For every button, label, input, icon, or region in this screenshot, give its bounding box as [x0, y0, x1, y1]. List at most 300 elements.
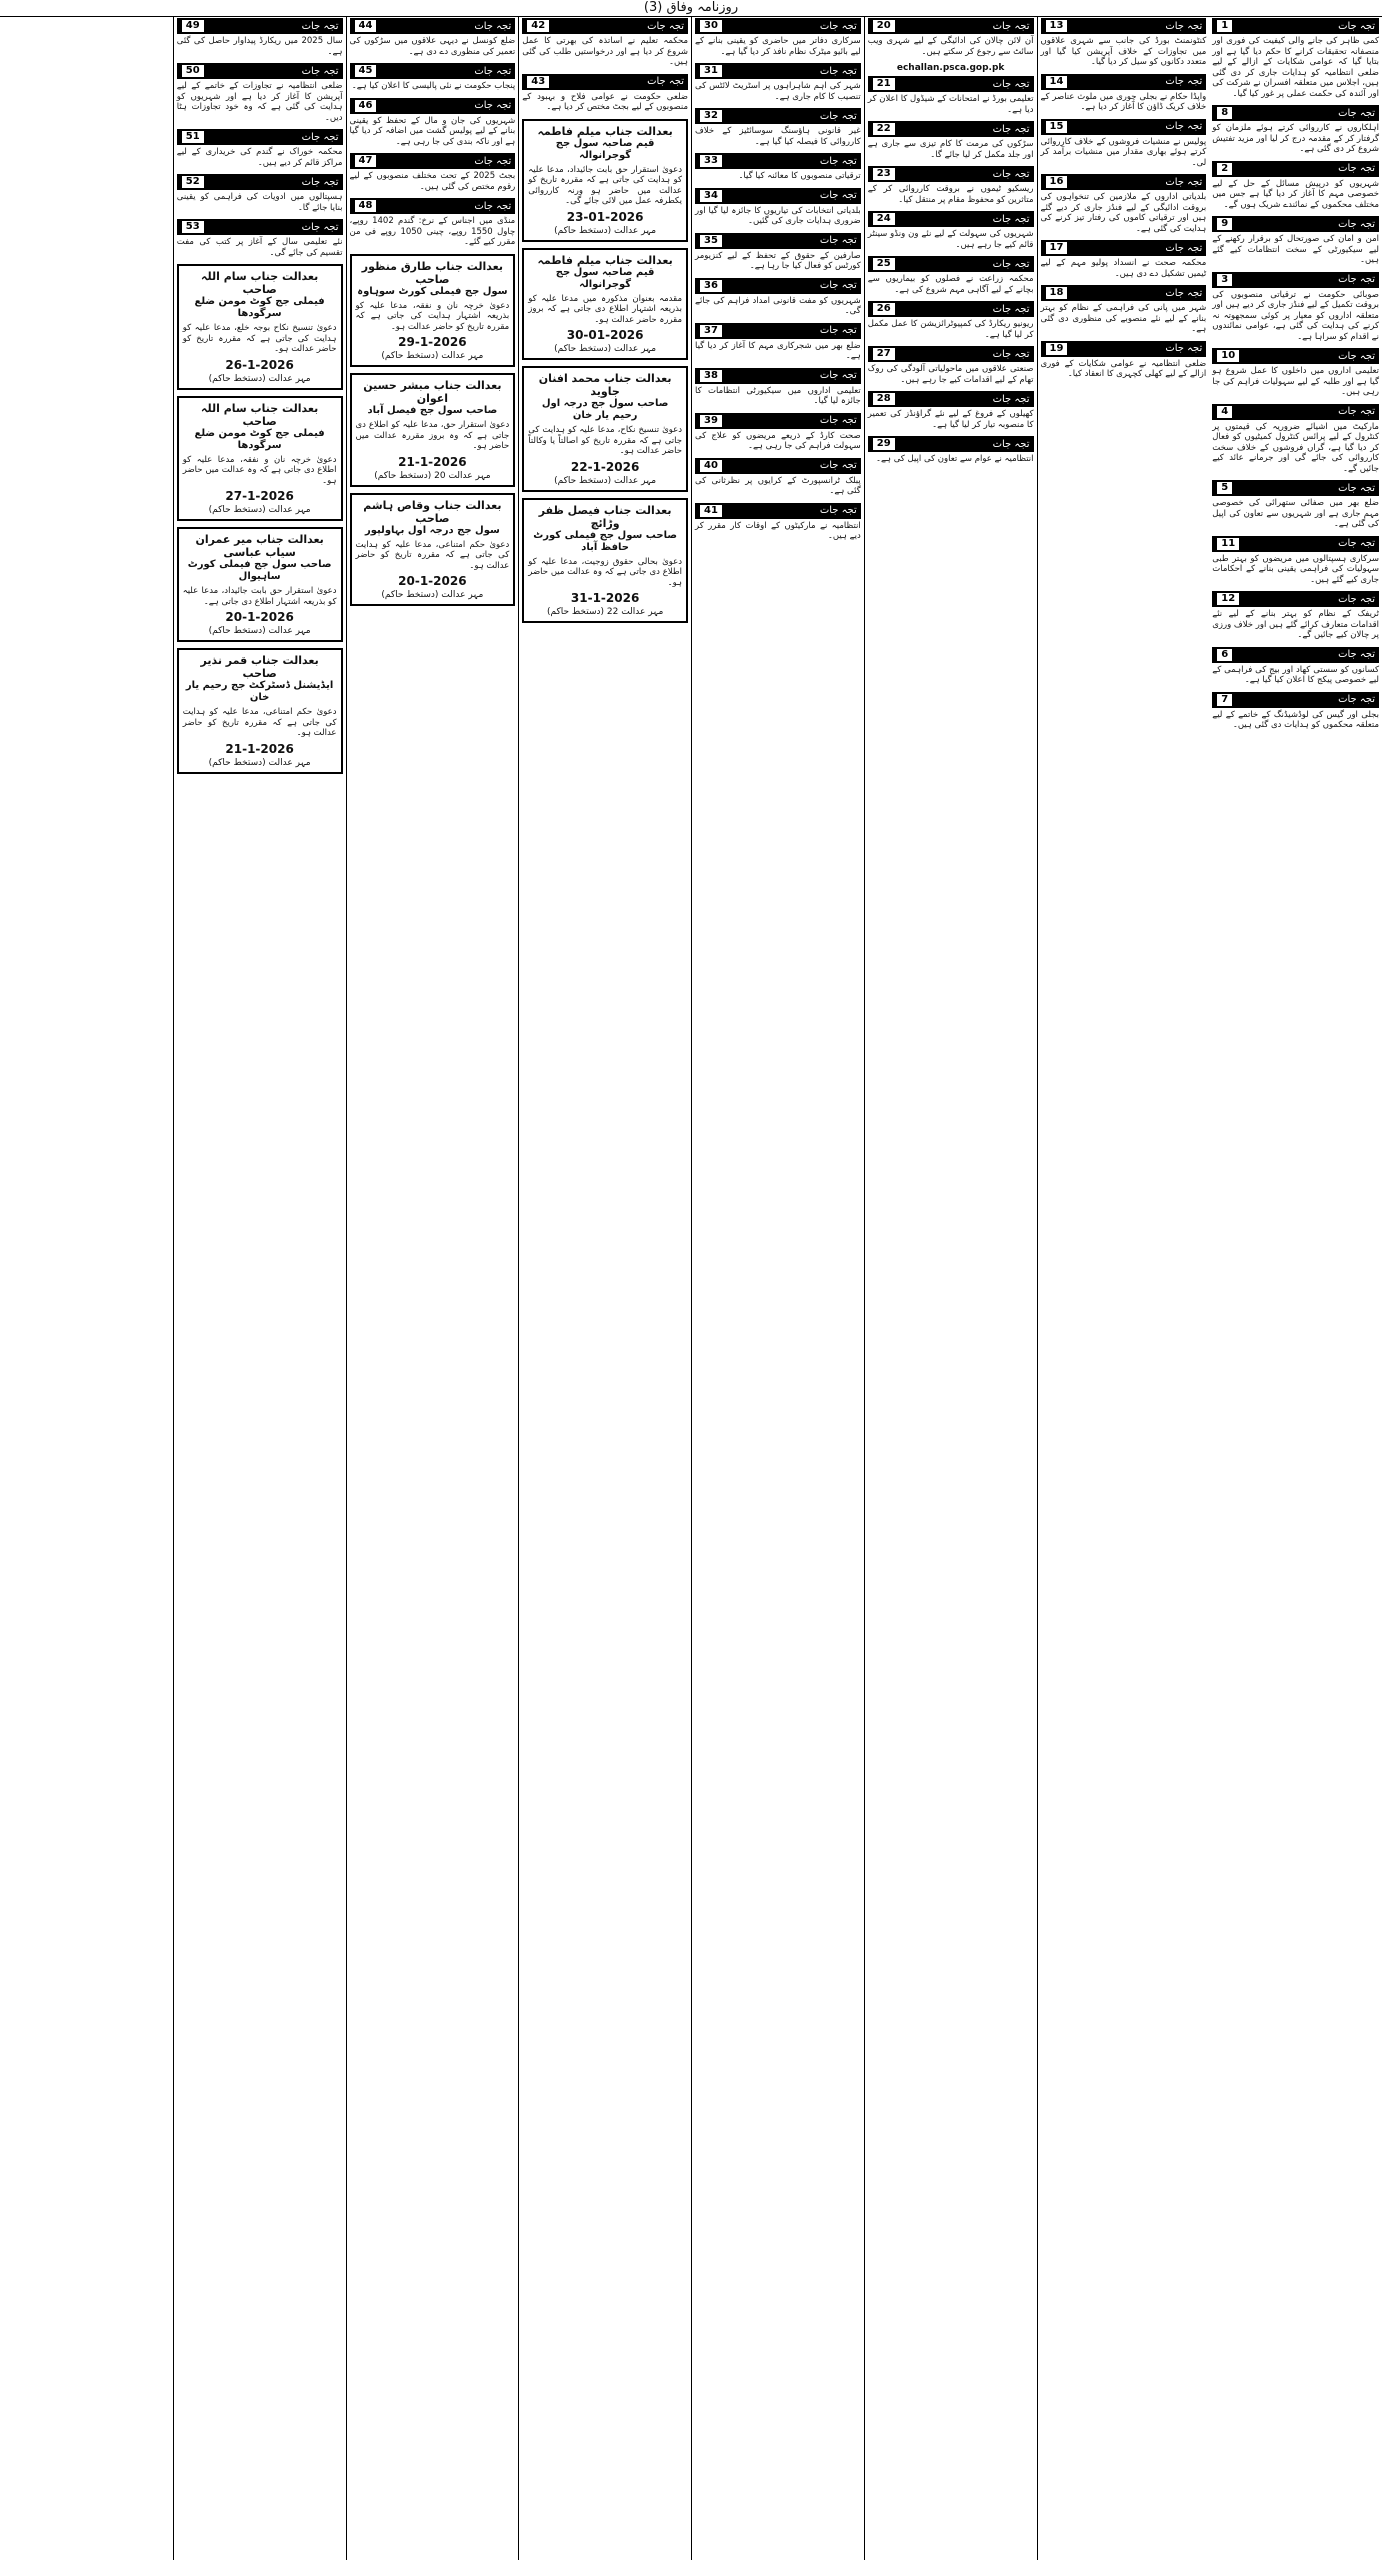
- court-title: بعدالت جناب سام اللہ صاحب: [201, 270, 319, 296]
- notice-number: 11: [1216, 537, 1240, 551]
- notice-number: 46: [354, 99, 378, 113]
- notice-header: [177, 63, 343, 79]
- notice-tag: تجہ جات: [992, 303, 1030, 315]
- notice-number: 31: [699, 64, 723, 78]
- notice-item: [1212, 591, 1379, 641]
- notice-item: [695, 368, 861, 407]
- court-subtitle: صاحب سول جج فیصل آباد: [367, 405, 498, 416]
- notice-text: ضلع بھر میں شجرکاری مہم کا آغاز کر دیا گیا ہے۔: [695, 340, 861, 361]
- notice-text: ضلعی انتظامیہ نے عوامی شکایات کے فوری ازالے کے لیے کھلی کچہری کا انعقاد کیا۔: [1040, 358, 1207, 379]
- masthead: روزنامہ وفاق (3): [0, 0, 1382, 17]
- court-signature: مہر عدالت (دستخط حاکم): [208, 757, 311, 768]
- notice-header: [868, 436, 1034, 452]
- notice-tag: تجہ جات: [992, 258, 1030, 270]
- notice-tag: تجہ جات: [819, 110, 857, 122]
- notice-header: [695, 503, 861, 519]
- notice-item: [350, 98, 516, 148]
- court-signature: مہر عدالت (دستخط حاکم): [381, 351, 484, 361]
- notice-text: صارفین کے حقوق کے تحفظ کے لیے کنزیومر کورٹس کو فعال کیا جا رہا ہے۔: [695, 250, 861, 271]
- notice-tag: تجہ جات: [1338, 482, 1375, 494]
- notice-number: 25: [872, 257, 896, 271]
- court-notice: [177, 396, 343, 522]
- court-title: بعدالت جناب فیصل ظفر وڑائچ: [538, 503, 672, 530]
- notice-number: 34: [699, 189, 723, 203]
- notice-tag: تجہ جات: [1338, 406, 1375, 417]
- notice-tag: تجہ جات: [1165, 343, 1203, 354]
- notice-item: [1041, 285, 1207, 335]
- notice-text: ضلعی حکومت نے عوامی فلاح و بہبود کے منصوبوں کے لیے بجٹ مختص کر دیا ہے۔: [522, 91, 688, 112]
- notice-tag: تجہ جات: [819, 505, 857, 516]
- notice-number: 48: [354, 199, 378, 213]
- notice-text: کھیلوں کے فروغ کے لیے نئے گراؤنڈز کی تعمیر کا منصوبہ تیار کر لیا گیا ہے۔: [867, 409, 1034, 430]
- notice-header: [695, 108, 861, 124]
- court-notice: [522, 248, 688, 361]
- notice-text: اہلکاروں نے کارروائی کرتے ہوئے ملزمان کو گرفتار کر کے مقدمہ درج کر لیا اور مزید تفتیش شروع کر دی گئی ہے۔: [1212, 123, 1379, 154]
- notice-tag: تجہ جات: [474, 65, 512, 77]
- court-date: 29-1-2026: [398, 335, 467, 349]
- court-date: 20-1-2026: [398, 574, 467, 588]
- notice-header: [868, 76, 1034, 92]
- notice-item: [695, 503, 861, 542]
- notice-text: صوبائی حکومت نے ترقیاتی منصوبوں کی بروقت تکمیل کے لیے فنڈز جاری کر دیے ہیں اور متعلقہ اداروں کو معیار پر کوئی سمجھوتہ نہ کرنے کی ہدایت کی گئی ہے، عوامی نمائندوں نے اقدام کو سراہا ہے۔: [1212, 289, 1379, 342]
- notice-header: [868, 256, 1034, 272]
- notice-tag: تجہ جات: [1338, 593, 1375, 605]
- court-body: دعویٰ استقرار حق بابت جائیداد، مدعا علیہ کو ہدایت کی جاتی ہے کہ مقررہ تاریخ کو عدالت میں حاضر ہو ورنہ کارروائی یکطرفہ عمل میں لائی جائے گی۔: [528, 164, 682, 206]
- notice-header: [868, 211, 1034, 227]
- notice-header: [1212, 536, 1379, 552]
- notice-text: ہسپتالوں میں ادویات کی فراہمی کو یقینی بنایا جائے گا۔: [176, 192, 343, 213]
- court-subtitle: قیم صاحبہ سول جج گوجرانوالہ: [555, 266, 655, 290]
- notice-text: کنٹونمنٹ بورڈ کی جانب سے شہری علاقوں میں تجاوزات کے خلاف آپریشن کیا گیا اور متعدد دکانوں کو سیل کر دیا گیا۔: [1040, 36, 1207, 67]
- notice-header: [522, 74, 688, 90]
- notice-item: [1041, 119, 1207, 169]
- notice-number: 50: [181, 64, 205, 78]
- court-body: دعویٰ استقرار حق بابت جائیداد، مدعا علیہ کو بذریعہ اشتہار اطلاع دی جاتی ہے۔: [182, 586, 337, 607]
- column: [691, 16, 864, 2560]
- notice-tag: تجہ جات: [992, 78, 1030, 90]
- notice-item: [695, 278, 861, 317]
- notice-number: 14: [1045, 75, 1069, 89]
- notice-number: 23: [872, 167, 896, 181]
- notice-tag: تجہ جات: [819, 415, 857, 426]
- notice-item: [1212, 536, 1379, 586]
- notice-number: 40: [699, 459, 723, 473]
- notice-tag: تجہ جات: [474, 155, 512, 167]
- notice-text: ریونیو ریکارڈ کی کمپیوٹرائزیشن کا عمل مکمل کر لیا گیا ہے۔: [867, 319, 1034, 340]
- notice-item: [695, 323, 861, 362]
- court-date: 22-1-2026: [570, 459, 640, 474]
- notice-tag: تجہ جات: [992, 213, 1030, 225]
- notice-number: 2: [1216, 162, 1233, 176]
- notice-text: مارکیٹ میں اشیائے ضروریہ کی قیمتوں پر کنٹرول کے لیے پرائس کنٹرول کمیٹیوں کو فعال کر دیا گیا ہے، گراں فروشوں کے خلاف سخت کارروائی کی جائے گی اور جرمانے عائد کیے جائیں گے۔: [1212, 421, 1379, 474]
- notice-header: [695, 368, 861, 384]
- notice-header: [695, 233, 861, 249]
- notice-tag: تجہ جات: [1338, 350, 1375, 362]
- court-title: بعدالت جناب محمد افنان جاوید: [538, 372, 672, 398]
- notice-header: [695, 413, 861, 429]
- notice-tag: تجہ جات: [1338, 20, 1375, 32]
- court-notice: [177, 648, 343, 774]
- notice-header: [868, 301, 1034, 317]
- notice-item: [695, 413, 861, 452]
- notice-number: 53: [181, 220, 205, 234]
- notice-text: ترقیاتی منصوبوں کا معائنہ کیا گیا۔: [738, 171, 861, 181]
- notice-header: [1212, 480, 1379, 496]
- notice-text: تعلیمی اداروں میں سیکیورٹی انتظامات کا جائزہ لیا گیا۔: [695, 385, 861, 406]
- notice-tag: تجہ جات: [647, 20, 684, 32]
- notice-header: [1041, 285, 1207, 301]
- notice-number: 32: [699, 109, 723, 123]
- notice-number: 6: [1216, 648, 1233, 662]
- notice-header: [1212, 404, 1379, 420]
- notice-header: [350, 198, 516, 214]
- notice-item: [868, 121, 1034, 160]
- notice-text: ضلع بھر میں صفائی ستھرائی کی خصوصی مہم جاری ہے اور شہریوں سے تعاون کی اپیل کی گئی ہے۔: [1212, 498, 1379, 529]
- notice-text: بلدیاتی انتخابات کی تیاریوں کا جائزہ لیا گیا اور ضروری ہدایات جاری کی گئیں۔: [695, 205, 861, 226]
- notice-header: [1041, 74, 1207, 90]
- notice-tag: تجہ جات: [819, 155, 857, 167]
- notice-number: 45: [354, 64, 378, 78]
- court-title: بعدالت جناب مبشر حسین اعوان: [363, 379, 502, 405]
- court-signature: مہر عدالت (دستخط حاکم): [554, 225, 657, 236]
- notice-tag: تجہ جات: [1338, 538, 1375, 549]
- notice-tag: تجہ جات: [819, 280, 857, 291]
- notice-item: [522, 74, 688, 113]
- notice-number: 8: [1216, 106, 1233, 120]
- notice-text: شہریوں کو درپیش مسائل کے حل کے لیے خصوصی مہم کا آغاز کر دیا گیا ہے جس میں مختلف محکموں کے نمائندے شریک ہوں گے۔: [1212, 178, 1379, 210]
- notice-text: انتظامیہ نے عوام سے تعاون کی اپیل کی ہے۔: [876, 454, 1034, 464]
- notice-text: واپڈا حکام نے بجلی چوری میں ملوث عناصر کے خلاف کریک ڈاؤن کا آغاز کر دیا ہے۔: [1040, 91, 1207, 112]
- notice-header: [1041, 18, 1207, 34]
- notice-number: 20: [872, 19, 896, 33]
- notice-number: 19: [1045, 342, 1069, 356]
- notice-text: صنعتی علاقوں میں ماحولیاتی آلودگی کی روک تھام کے لیے اقدامات کیے جا رہے ہیں۔: [867, 364, 1034, 385]
- court-date: 31-1-2026: [570, 591, 640, 605]
- notice-header: [695, 323, 861, 339]
- notice-text: امن و امان کی صورتحال کو برقرار رکھنے کے لیے سیکیورٹی کے سخت انتظامات کیے گئے ہیں۔: [1212, 234, 1379, 265]
- court-notice: [177, 264, 343, 390]
- notice-header: [868, 391, 1034, 407]
- notice-item: [695, 63, 861, 102]
- court-notice: [522, 119, 688, 242]
- notice-header: [1212, 216, 1379, 232]
- notice-item: [695, 458, 861, 497]
- column: [346, 16, 519, 2560]
- notice-item: [868, 346, 1034, 385]
- notice-item: [522, 18, 688, 68]
- column: [864, 16, 1037, 2560]
- notice-number: 35: [699, 234, 723, 248]
- notice-number: 43: [526, 75, 550, 89]
- notice-text: ریسکیو ٹیموں نے بروقت کارروائی کر کے متاثرین کو محفوظ مقام پر منتقل کیا۔: [867, 184, 1034, 205]
- notice-number: 15: [1045, 120, 1069, 134]
- notice-number: 26: [872, 302, 896, 316]
- notice-number: 49: [181, 19, 205, 33]
- notice-tag: تجہ جات: [1338, 163, 1375, 174]
- court-signature: مہر عدالت (دستخط حاکم): [554, 344, 657, 354]
- notice-item: [1212, 105, 1379, 155]
- court-notice: [177, 527, 343, 642]
- notice-item: [350, 63, 516, 92]
- notice-text: شہر میں پانی کی فراہمی کے نظام کو بہتر بنانے کے لیے نئے منصوبے کی منظوری دی گئی ہے۔: [1040, 303, 1207, 334]
- notice-number: 51: [181, 130, 205, 144]
- notice-item: [350, 18, 516, 57]
- notice-number: 28: [872, 392, 896, 406]
- court-body: دعویٰ حکم امتناعی، مدعا علیہ کو ہدایت کی جاتی ہے کہ مقررہ تاریخ کو حاضر عدالت ہو۔: [355, 539, 510, 571]
- notice-header: [177, 174, 343, 190]
- notice-number: 38: [699, 369, 723, 383]
- notice-text: شہر کی اہم شاہراہوں پر اسٹریٹ لائٹس کی تنصیب کا کام جاری ہے۔: [695, 81, 861, 102]
- notice-tag: تجہ جات: [1338, 649, 1375, 660]
- notice-text: سال 2025 میں ریکارڈ پیداوار حاصل کی گئی ہے۔: [176, 36, 343, 57]
- court-subtitle: سول جج فیملی کورٹ سوہاوہ: [357, 285, 508, 297]
- notice-number: 3: [1216, 273, 1233, 287]
- notice-item: [1041, 174, 1207, 234]
- court-notice: [350, 373, 516, 487]
- court-title: بعدالت جناب وقاص ہاشم صاحب: [363, 498, 502, 525]
- notice-item: [350, 153, 516, 192]
- notice-header: [522, 18, 688, 34]
- notice-text: نئے تعلیمی سال کے آغاز پر کتب کی مفت تقسیم کی جائے گی۔: [176, 237, 343, 258]
- notice-header: [695, 153, 861, 169]
- notice-header: [1212, 692, 1379, 708]
- notice-item: [868, 391, 1034, 430]
- notice-tag: تجہ جات: [647, 76, 684, 87]
- court-subtitle: فیملی جج کوٹ مومن ضلع سرگودھا: [194, 427, 325, 451]
- court-body: دعویٰ تنسیخ نکاح بوجہ خلع، مدعا علیہ کو ہدایت کی جاتی ہے کہ مقررہ تاریخ کو حاضر عدالت ہو۔: [182, 323, 337, 354]
- notice-item: [350, 198, 516, 248]
- court-signature: مہر عدالت (دستخط حاکم): [554, 475, 657, 486]
- notice-text: سرکاری دفاتر میں حاضری کو یقینی بنانے کے لیے بائیو میٹرک نظام نافذ کر دیا گیا ہے۔: [695, 36, 861, 57]
- notice-tag: تجہ جات: [992, 438, 1030, 450]
- notice-item: [1212, 692, 1379, 731]
- notice-header: [695, 18, 861, 34]
- notice-text: بلدیاتی اداروں کے ملازمین کی تنخواہوں کی بروقت ادائیگی کے لیے فنڈز جاری کر دیے گئے ہیں اور ترقیاتی کاموں کی رفتار تیز کرنے کی ہدایت کی گئی ہے۔: [1040, 192, 1207, 234]
- notice-number: 22: [872, 122, 896, 136]
- notice-header: [350, 18, 516, 34]
- notice-tag: تجہ جات: [819, 370, 857, 381]
- notice-header: [1041, 119, 1207, 135]
- court-date: 30-01-2026: [566, 328, 644, 342]
- notice-item: [1212, 216, 1379, 266]
- notice-text: انتظامیہ نے مارکیٹوں کے اوقات کار مقرر کر دیے ہیں۔: [695, 520, 861, 541]
- court-title: بعدالت جناب میلم فاطمہ: [537, 124, 673, 138]
- notice-item: [695, 108, 861, 147]
- notice-item: [1212, 404, 1379, 475]
- notice-number: 12: [1216, 592, 1240, 606]
- notice-item: [695, 153, 861, 182]
- notice-number: 30: [699, 19, 723, 33]
- notice-item: [868, 436, 1034, 465]
- notice-number: 41: [699, 504, 723, 518]
- notice-tag: تجہ جات: [474, 200, 512, 212]
- notice-tag: تجہ جات: [819, 65, 857, 77]
- notice-tag: تجہ جات: [819, 20, 857, 32]
- notice-item: [1041, 240, 1207, 279]
- notice-tag: تجہ جات: [992, 168, 1030, 180]
- court-date: 21-1-2026: [225, 741, 294, 756]
- notice-text: منڈی میں اجناس کے نرخ: گندم 1402 روپے، چاول 1550 روپے، چینی 1050 روپے فی من مقرر کیے گئے۔: [349, 216, 516, 247]
- newspaper-page: [0, 16, 1382, 2560]
- notice-header: [695, 188, 861, 204]
- column: [1209, 16, 1382, 2560]
- notice-text: شہریوں کو مفت قانونی امداد فراہم کی جائے گی۔: [695, 295, 861, 316]
- notice-tag: تجہ جات: [301, 65, 339, 77]
- court-body: دعویٰ استقرار حق، مدعا علیہ کو اطلاع دی جاتی ہے کہ وہ بروز مقررہ عدالت میں حاضر ہو۔: [355, 420, 510, 451]
- notice-item: [868, 301, 1034, 340]
- notice-number: 17: [1045, 241, 1069, 255]
- notice-item: [177, 18, 343, 57]
- notice-header: [1212, 647, 1379, 663]
- notice-tag: تجہ جات: [992, 123, 1030, 135]
- notice-item: [1041, 341, 1207, 380]
- court-title: بعدالت جناب قمر نذیر صاحب: [200, 654, 319, 680]
- notice-text: سرکاری ہسپتالوں میں مریضوں کو بہتر طبی سہولیات کی فراہمی یقینی بنانے کے احکامات جاری کیے گئے ہیں۔: [1212, 553, 1379, 585]
- notice-text: سڑکوں کی مرمت کا کام تیزی سے جاری ہے اور جلد مکمل کر لیا جائے گا۔: [867, 139, 1034, 160]
- notice-header: [1212, 348, 1379, 364]
- notice-item: [1212, 18, 1379, 99]
- notice-number: 29: [872, 437, 896, 451]
- notice-item: [868, 76, 1034, 115]
- court-signature: مہر عدالت (دستخط حاکم): [381, 590, 484, 600]
- notice-tag: تجہ جات: [1165, 76, 1203, 87]
- court-date: 20-1-2026: [225, 610, 294, 624]
- notice-tag: تجہ جات: [1165, 242, 1203, 254]
- notice-header: [1041, 341, 1207, 357]
- notice-tag: تجہ جات: [1338, 218, 1375, 230]
- notice-header: [868, 346, 1034, 362]
- notice-header: [177, 129, 343, 145]
- court-date: 27-1-2026: [225, 489, 294, 503]
- court-body: دعویٰ خرچہ نان و نفقہ، مدعا علیہ کو بذریعہ اشتہار ہدایت کی جاتی ہے کہ مقررہ تاریخ کو حاضر عدالت ہو۔: [355, 300, 510, 332]
- notice-number: 18: [1045, 286, 1069, 300]
- notice-tag: تجہ جات: [819, 460, 857, 471]
- notice-tag: تجہ جات: [1165, 121, 1203, 132]
- court-signature: مہر عدالت 22 (دستخط حاکم): [546, 607, 664, 617]
- notice-number: 5: [1216, 481, 1233, 495]
- notice-tag: تجہ جات: [819, 190, 857, 201]
- notice-text: ٹریفک کے نظام کو بہتر بنانے کے لیے نئے اقدامات متعارف کرائے گئے ہیں اور خلاف ورزی پر چالان کیے جائیں گے۔: [1212, 609, 1379, 640]
- notice-header: [1212, 272, 1379, 288]
- notice-header: [1212, 161, 1379, 177]
- notice-text: صحت کارڈ کے ذریعے مریضوں کو علاج کی سہولت فراہم کی جا رہی ہے۔: [695, 430, 861, 451]
- notice-tag: تجہ جات: [1165, 287, 1203, 299]
- notice-text: کمی ظاہر کی جانے والی کیفیت کی فوری اور منصفانہ تحقیقات کرانے کا حکم دیا گیا ہے اور بتایا گیا کہ عوامی شکایات کے ازالے کے لیے ضلعی انتظامیہ کو ہدایات جاری کر دی گئی ہیں، اجلاس میں متعلقہ افسران نے شرکت کی اور آئندہ کی حکمت عملی پر غور کیا گیا۔: [1212, 36, 1379, 99]
- notice-header: [868, 121, 1034, 137]
- notice-header: [177, 18, 343, 34]
- notice-number: 24: [872, 212, 896, 226]
- notice-text: محکمہ صحت نے انسداد پولیو مہم کے لیے ٹیمیں تشکیل دے دی ہیں۔: [1040, 258, 1207, 279]
- notice-tag: تجہ جات: [301, 221, 339, 233]
- notice-item: [177, 219, 343, 258]
- notice-item: [1041, 74, 1207, 113]
- court-date: 26-1-2026: [225, 357, 294, 372]
- notice-header: [350, 153, 516, 169]
- notice-number: 21: [872, 77, 896, 91]
- notice-number: 27: [872, 347, 896, 361]
- notice-item: [177, 129, 343, 168]
- court-body: دعویٰ بحالی حقوق زوجیت، مدعا علیہ کو اطلاع دی جاتی ہے کہ وہ عدالت میں حاضر ہو۔: [528, 556, 682, 588]
- court-notice: [350, 254, 516, 368]
- notice-number: 44: [354, 19, 378, 33]
- notice-header: [695, 278, 861, 294]
- notice-number: 52: [181, 175, 205, 189]
- notice-number: 4: [1216, 405, 1233, 419]
- notice-text: محکمہ خوراک نے گندم کی خریداری کے لیے مراکز قائم کر دیے ہیں۔: [176, 147, 343, 168]
- notice-number: 47: [354, 154, 378, 168]
- court-subtitle: صاحب سول جج فیملی کورٹ ساہیوال: [187, 559, 332, 582]
- notice-text: کسانوں کو سستی کھاد اور بیج کی فراہمی کے لیے خصوصی پیکج کا اعلان کیا گیا ہے۔: [1212, 664, 1379, 685]
- notice-tag: تجہ جات: [992, 20, 1030, 32]
- notice-item: [695, 233, 861, 272]
- notice-number: 7: [1216, 693, 1233, 707]
- notice-text: ضلعی انتظامیہ نے تجاوزات کے خاتمے کے لیے آپریشن کا آغاز کر دیا ہے اور شہریوں کو ہدایت کی گئی ہے کہ وہ خود تجاوزات ہٹا دیں۔: [176, 81, 343, 123]
- court-body: دعویٰ خرچہ نان و نفقہ، مدعا علیہ کو اطلاع دی جاتی ہے کہ وہ عدالت میں حاضر ہو۔: [182, 454, 337, 486]
- notice-number: 1: [1216, 19, 1233, 33]
- court-subtitle: صاحب سول جج فیملی کورٹ حافظ آباد: [533, 529, 677, 553]
- notice-header: [1041, 240, 1207, 256]
- column: [1037, 16, 1210, 2560]
- notice-item: [1212, 272, 1379, 343]
- court-signature: مہر عدالت (دستخط حاکم): [208, 505, 311, 515]
- notice-tag: تجہ جات: [1338, 274, 1375, 285]
- notice-header: [1212, 18, 1379, 34]
- column: [173, 16, 346, 2560]
- notice-number: 10: [1216, 349, 1240, 363]
- court-body: دعویٰ حکم امتناعی، مدعا علیہ کو ہدایت کی جاتی ہے کہ مقررہ تاریخ کو حاضر عدالت ہو۔: [182, 707, 337, 738]
- notice-item: [1212, 480, 1379, 530]
- notice-text: بجٹ 2025 کے تحت مختلف منصوبوں کے لیے رقوم مختص کی گئی ہیں۔: [349, 171, 516, 192]
- notice-tag: تجہ جات: [819, 325, 857, 336]
- court-subtitle: سول جج درجہ اول بہاولپور: [364, 524, 500, 536]
- notice-number: 16: [1045, 175, 1069, 189]
- notice-header: [350, 98, 516, 114]
- court-notice: [522, 366, 688, 492]
- notice-item: [1212, 161, 1379, 211]
- notice-tag: تجہ جات: [1165, 176, 1203, 188]
- notice-header: [868, 166, 1034, 182]
- notice-item: [1212, 348, 1379, 398]
- notice-tag: تجہ جات: [301, 131, 339, 143]
- notice-text: شہریوں کی سہولت کے لیے نئے ون ونڈو سینٹر قائم کیے جا رہے ہیں۔: [867, 229, 1034, 250]
- court-signature: مہر عدالت 20 (دستخط حاکم): [374, 470, 491, 481]
- notice-tag: تجہ جات: [301, 20, 339, 32]
- notice-item: [695, 188, 861, 227]
- notice-item: [1212, 647, 1379, 686]
- notice-tag: تجہ جات: [819, 235, 857, 246]
- website-link[interactable]: echallan.psca.gop.pk: [896, 63, 1005, 73]
- notice-number: 13: [1045, 19, 1069, 33]
- notice-header: [695, 63, 861, 79]
- notice-header: [1212, 591, 1379, 607]
- notice-text: بجلی اور گیس کی لوڈشیڈنگ کے خاتمے کے لیے متعلقہ محکموں کو ہدایات دی گئی ہیں۔: [1212, 709, 1379, 730]
- notice-text: محکمہ تعلیم نے اساتذہ کی بھرتی کا عمل شروع کر دیا ہے اور درخواستیں طلب کی گئی ہیں۔: [522, 36, 688, 67]
- notice-text: آن لائن چالان کی ادائیگی کے لیے شہری ویب سائٹ سے رجوع کر سکتے ہیں۔: [867, 36, 1034, 57]
- column: [518, 16, 691, 2560]
- notice-text: پبلک ٹرانسپورٹ کے کرایوں پر نظرثانی کی گئی ہے۔: [695, 475, 861, 496]
- notice-number: 9: [1216, 217, 1233, 231]
- court-title: بعدالت جناب سام اللہ صاحب: [201, 401, 319, 428]
- notice-header: [868, 18, 1034, 34]
- court-subtitle: ایڈیشنل ڈسٹرکٹ جج رحیم یار خان: [185, 680, 334, 703]
- notice-item: [1041, 18, 1207, 68]
- notice-number: 33: [699, 154, 723, 168]
- notice-item: [868, 256, 1034, 295]
- notice-number: 36: [699, 279, 723, 293]
- notice-tag: تجہ جات: [1165, 20, 1203, 32]
- notice-item: [868, 166, 1034, 205]
- notice-tag: تجہ جات: [992, 393, 1030, 405]
